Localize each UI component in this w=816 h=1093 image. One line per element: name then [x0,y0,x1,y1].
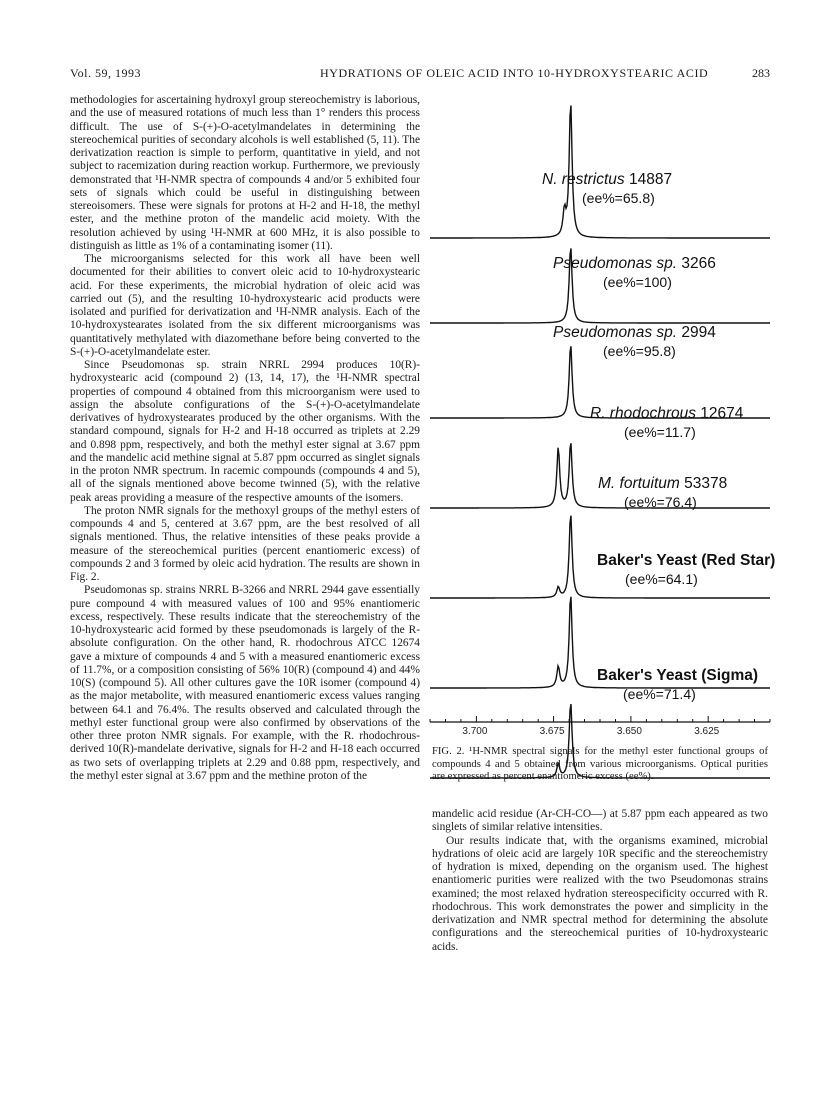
panel-label [597,667,758,702]
paragraph: Since Pseudomonas sp. strain NRRL 2994 produces 10(R)-hydroxystearic acid (compound 2) (13, 14, 17), the ¹H-NMR spectral properties of compound 4 obtained from this microorganism were used to assign the absolute configurations of the S-(+)-O-acetylmandelate derivatives of hydroxystearates produced by the other organisms. With the standard compound, signals for H-2 and H-18 occurred as triplets at 2.29 and 0.898 ppm, respectively, and both the methyl ester signal at 3.67 ppm and the mandelic acid methine signal at 5.87 ppm occurred as singlet signals in the proton NMR spectrum. In racemic compounds (compounds 4 and 5), all of the signals mentioned above become twinned (5), with the relative peak areas providing a measure of the respective amounts of the isomers. [70,359,420,504]
panel-label [590,405,743,440]
figure-caption: FIG. 2. ¹H-NMR spectral signals for the methyl ester functional groups of compounds 4 and 5 obtained from various microorganisms. Optical purities are expressed as percent enantiomeric excess (ee%). [432,746,768,783]
strain-id: (Red Star) [701,552,776,569]
organism-name: N. restrictus [542,171,625,188]
strain-id: 2994 [681,324,716,341]
volume-info: Vol. 59, 1993 [70,66,141,80]
ee-value: (ee%=76.4) [624,494,697,510]
organism-name: Pseudomonas sp. [553,324,678,341]
panel-label [553,255,716,290]
organism-name: Baker's Yeast [597,667,697,684]
organism-name: Pseudomonas sp. [553,255,678,272]
ee-value: (ee%=71.4) [623,686,696,702]
organism-name: M. fortuitum [598,475,680,492]
running-header [70,66,770,84]
paragraph: methodologies for ascertaining hydroxyl group stereochemistry is laborious, and the use of measured rotations of much less than 1° renders this process difficult. The use of S-(+)-O-acetylmandelates in determining the stereochemical purities of secondary alcohols is well established (5, 11). The derivatization reaction is simple to perform, quantitative in yield, and not subject to racemization during reaction workup. Furthermore, we previously demonstrated that ¹H-NMR spectra of compounds 4 and/or 5 exhibited four sets of signals which could be useful in distinguishing between stereoisomers. These were signals for protons at H-2 and H-18, the methyl ester, and the methine proton of the mandelic acid moiety. With the resolution achieved by using ¹H-NMR at 600 MHz, it is also possible to distinguish as little as 1% of a contaminating isomer (11). [70,94,420,252]
tick-label: 3.625 [694,726,720,737]
panel-label [598,475,727,510]
page-number: 283 [752,66,770,80]
paragraph: The microorganisms selected for this work all have been well documented for their abilities to convert oleic acid to 10-hydroxystearic acid. For these experiments, the microbial hydration of oleic acid was carried out (5), and the resulting 10-hydroxystearic acid products were isolated and purified for derivatization and ¹H-NMR analysis. Each of the 10-hydroxystearates isolated from the six different microorganisms was quantitatively methylated with diazomethane before being converted to the S-(+)-O-acetylmandelate ester. [70,253,420,358]
paragraph: Pseudomonas sp. strains NRRL B-3266 and NRRL 2944 gave essentially pure compound 4 with measured values of 100 and 95% enantiomeric excess, respectively. These results indicate that the stereochemistry of the 10-hydroxystearic acid formed by these pseudomonads is largely of the R-absolute configuration. On the other hand, R. rhodochrous ATCC 12674 gave a mixture of compounds 4 and 5 with a measured enantiomeric excess of 11.7%, or a composition consisting of 56% 10(R) (compound 4) and 44% 10(S) (compound 5). All other cultures gave the 10R isomer (compound 4) as the major metabolite, with measured enantiomeric excess values ranging between 64.1 and 76.4%. The results observed and calculated through the methyl ester functional group were also confirmed by observations of the other three proton NMR signals. For example, with the R. rhodochrous-derived 10(R)-mandelate derivative, signals for H-2 and H-18 each occurred as two sets of overlapping triplets at 2.29 and 0.88 ppm, respectively, and the methyl ester signal at 3.67 ppm and the methine proton of the [70,584,420,782]
ee-value: (ee%=64.1) [625,571,698,587]
running-title: HYDRATIONS OF OLEIC ACID INTO 10-HYDROXYSTEARIC ACID [320,66,709,80]
ee-value: (ee%=11.7) [624,424,696,440]
figure-2-lower [430,605,770,735]
ee-value: (ee%=65.8) [582,190,655,206]
tick-label: 3.675 [539,726,565,737]
organism-name: R. rhodochrous [590,405,696,422]
paragraph: Our results indicate that, with the organisms examined, microbial hydrations of oleic acid are largely 10R specific and the stereochemistry of hydration is mixed, depending on the organism used. The highest enantiomeric purities were realized with the two Pseudomonas strains examined; the most relaxed hydration stereospecificity occurred with R. rhodochrous. This work demonstrates the power and simplicity in the derivatization and NMR spectral method for determining the absolute configurations and the stereochemical purities of 10-hydroxystearic acids. [432,834,768,953]
strain-id: 14887 [629,171,673,188]
strain-id: 3266 [681,255,716,272]
tick-label: 3.700 [462,726,488,737]
ee-value: (ee%=95.8) [603,343,676,359]
organism-name: Baker's Yeast [597,552,697,569]
panel-label [542,171,672,206]
left-column [70,94,420,783]
paragraph: The proton NMR signals for the methoxyl groups of the methyl esters of compounds 4 and 5, centered at 3.67 ppm, are the best resolved of all signals mentioned. Thus, the relative intensities of these peaks provide a measure of the stereochemical purities (percent enantiomeric excess) of compounds 2 and 3 formed by oleic acid hydration. The results are shown in Fig. 2. [70,504,420,583]
strain-id: (Sigma) [701,667,759,684]
strain-id: 12674 [700,405,744,422]
panel-label [553,324,716,359]
figure-2 [430,95,776,605]
tick-label: 3.650 [616,726,642,737]
paragraph: mandelic acid residue (Ar-CH-CO—) at 5.87 ppm each appeared as two singlets of similar relative intensities. [432,808,768,834]
strain-id: 53378 [684,475,728,492]
ee-value: (ee%=100) [603,274,672,290]
right-column [432,808,768,954]
panel-label [597,552,775,587]
